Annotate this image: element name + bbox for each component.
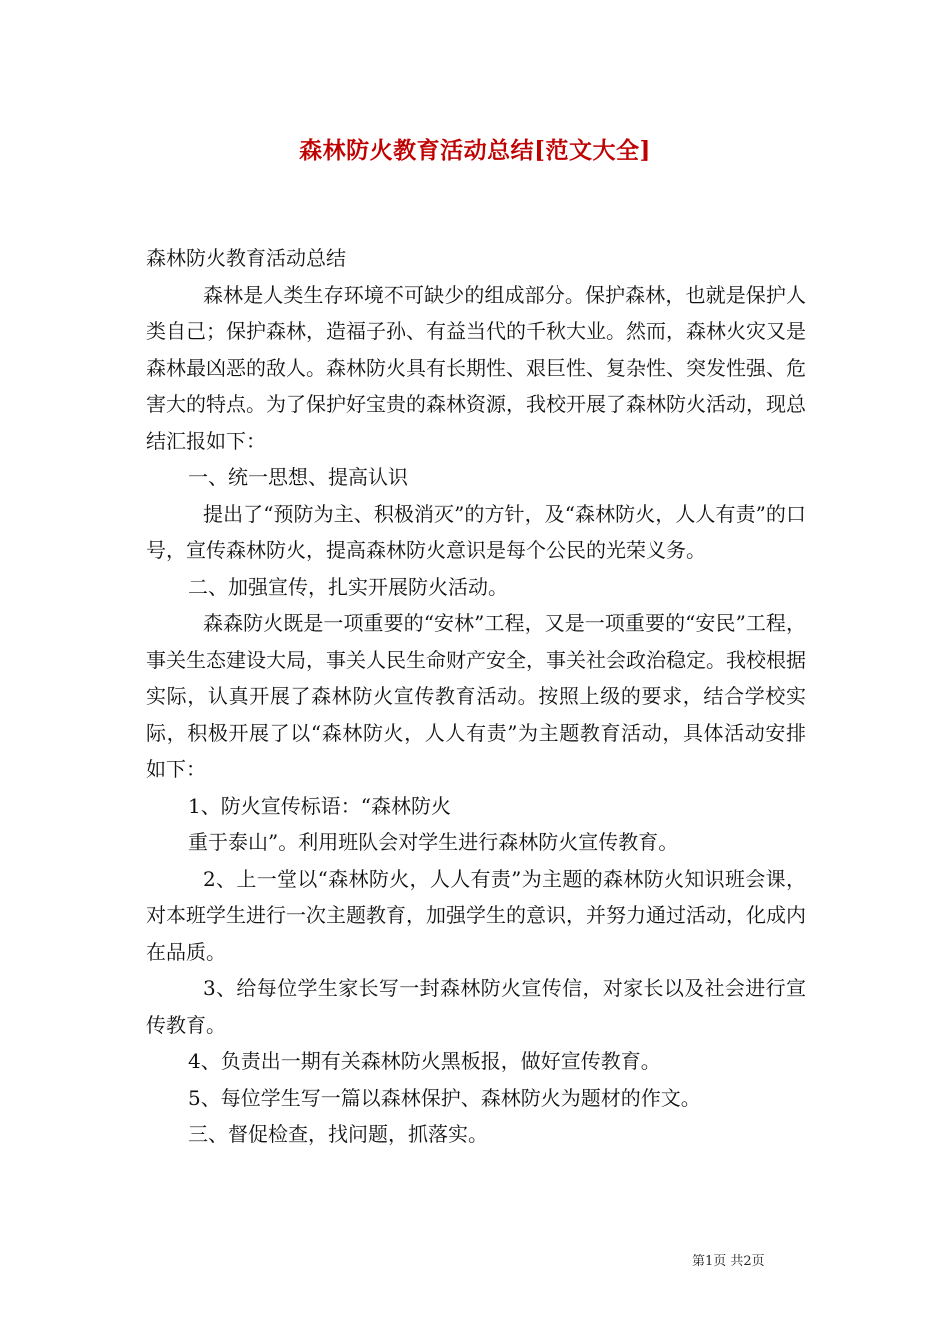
paragraph-2: 森森防火既是一项重要的“安林”工程，又是一项重要的“安民”工程，事关生态建设大局，事关人民生命财产安全，事关社会政治稳定。我校根据实际，认真开展了森林防火宣传教育活动。按照上级的要求，结合学校实际，积极开展了以“森林防火，人人有责”为主题教育活动，具体活动安排如下： xyxy=(146,611,806,781)
list-item-1a: 1、防火宣传标语：“森林防火 xyxy=(188,793,451,818)
document-title: 森林防火教育活动总结[范文大全] xyxy=(299,137,651,164)
list-item-2: 2、上一堂以“森林防火，人人有责”为主题的森林防火知识班会课，对本班学生进行一次主题教育，加强学生的意识，并努力通过活动，化成内在品质。 xyxy=(146,866,806,964)
paragraph-intro: 森林是人类生存环境不可缺少的组成部分。保护森林，也就是保护人类自己；保护森林，造福子孙、有益当代的千秋大业。然而，森林火灾又是森林最凶恶的敌人。森林防火具有长期性、艰巨性、复杂性、突发性强、危害大的特点。为了保护好宝贵的森林资源，我校开展了森林防火活动，现总结汇报如下： xyxy=(146,282,806,453)
page-number: 第1页 共2页 xyxy=(692,1254,765,1269)
document-body xyxy=(146,240,806,1153)
list-item-1b: 重于泰山”。利用班队会对学生进行森林防火宣传教育。 xyxy=(188,830,679,854)
section-heading: 森林防火教育活动总结 xyxy=(146,246,346,270)
list-item-5: 5、每位学生写一篇以森林保护、森林防火为题材的作文。 xyxy=(188,1085,701,1110)
list-item-4: 4、负责出一期有关森林防火黑板报，做好宣传教育。 xyxy=(188,1049,661,1073)
section-heading-1: 一、统一思想、提高认识 xyxy=(188,465,408,489)
paragraph-1: 提出了“预防为主、积极消灭”的方针，及“森林防火，人人有责”的口号，宣传森林防火，提高森林防火意识是每个公民的光荣义务。 xyxy=(146,501,806,562)
section-heading-2: 二、加强宣传，扎实开展防火活动。 xyxy=(188,574,508,599)
section-heading-3: 三、督促检查，找问题，抓落实。 xyxy=(188,1122,488,1146)
list-item-3: 3、给每位学生家长写一封森林防火宣传信，对家长以及社会进行宣传教育。 xyxy=(146,976,806,1037)
